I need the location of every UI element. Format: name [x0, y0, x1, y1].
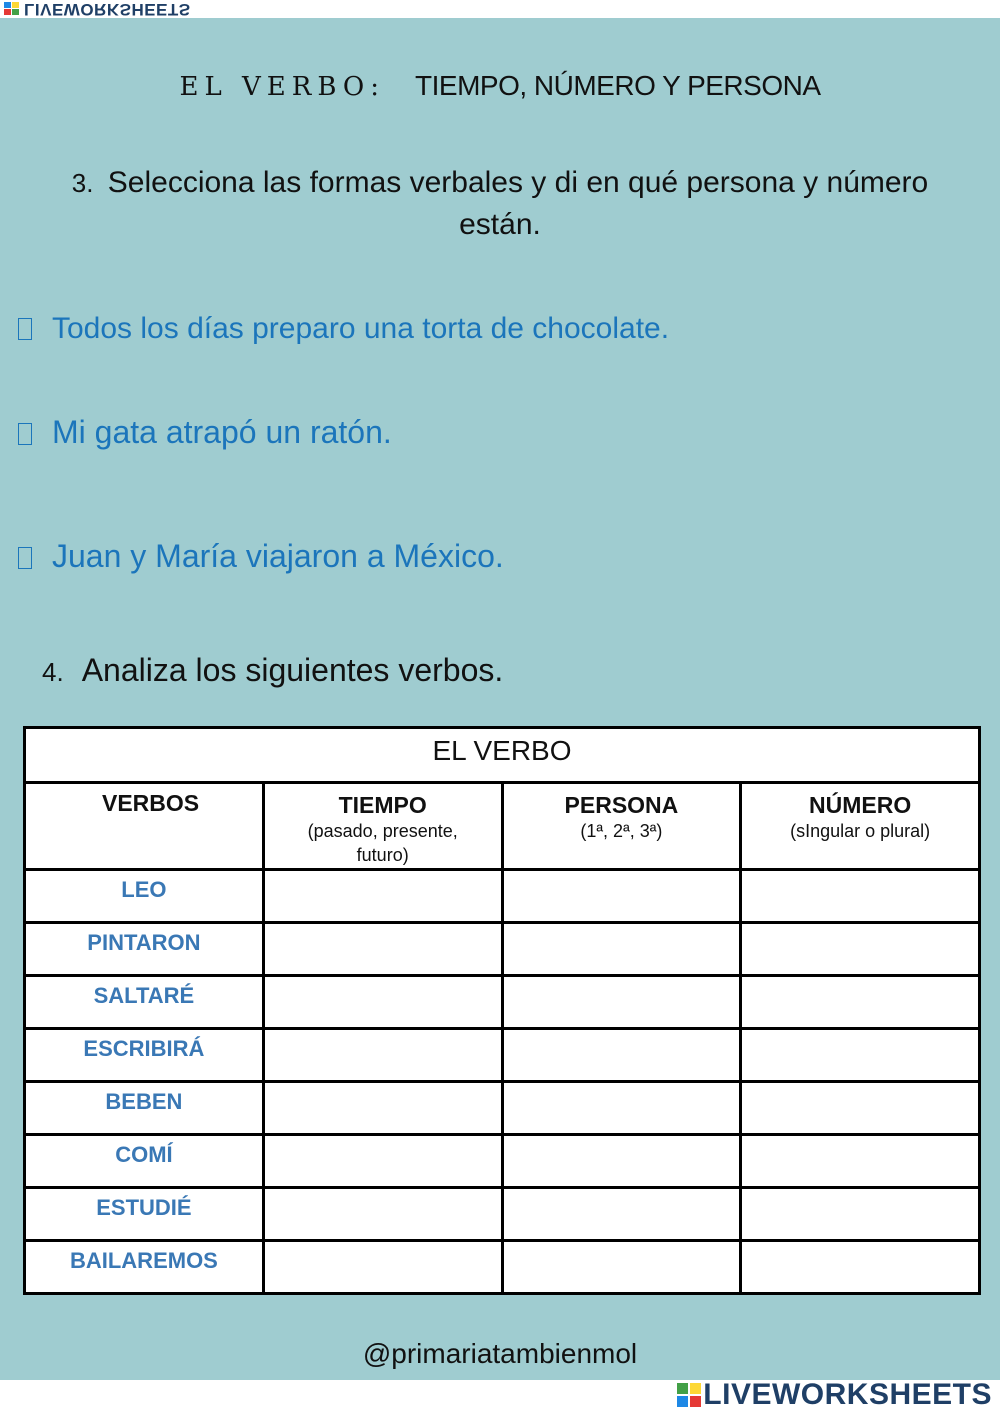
numero-input-cell[interactable] [741, 870, 980, 923]
persona-input-cell[interactable] [502, 1082, 741, 1135]
persona-input-cell[interactable] [502, 1188, 741, 1241]
tiempo-input-cell[interactable] [263, 1082, 502, 1135]
table-row [25, 1029, 980, 1082]
column-header-verbos: VERBOS [25, 783, 264, 870]
numero-input-cell[interactable] [741, 976, 980, 1029]
persona-input-cell[interactable] [502, 923, 741, 976]
question-3 [40, 162, 960, 246]
liveworksheets-logo-icon [4, 1, 20, 15]
table-row [25, 870, 980, 923]
question-4-number: 4. [42, 657, 64, 687]
persona-input-cell[interactable] [502, 1241, 741, 1294]
table-row [25, 923, 980, 976]
column-header-numero: NÚMERO (sIngular o plural) [741, 783, 980, 870]
verb-cell: ESTUDIÉ [25, 1188, 264, 1241]
verb-cell: COMÍ [25, 1135, 264, 1188]
sentence-1-text[interactable]: Todos los días preparo una torta de chocolate. [52, 312, 670, 345]
tiempo-input-cell[interactable] [263, 870, 502, 923]
checkbox-icon [18, 318, 32, 340]
verb-cell: LEO [25, 870, 264, 923]
numero-input-cell[interactable] [741, 1188, 980, 1241]
column-header-tiempo: TIEMPO (pasado, presente, futuro) [263, 783, 502, 870]
verb-cell: SALTARÉ [25, 976, 264, 1029]
persona-input-cell[interactable] [502, 1135, 741, 1188]
title-rest: TIEMPO, NÚMERO Y PERSONA [415, 70, 821, 101]
tiempo-input-cell[interactable] [263, 1188, 502, 1241]
question-4-text: Analiza los siguientes verbos. [81, 652, 504, 688]
tiempo-input-cell[interactable] [263, 923, 502, 976]
verb-cell: BEBEN [25, 1082, 264, 1135]
numero-input-cell[interactable] [741, 1135, 980, 1188]
table-title: EL VERBO [25, 728, 980, 783]
numero-input-cell[interactable] [741, 1241, 980, 1294]
table-row [25, 976, 980, 1029]
table-row [25, 1082, 980, 1135]
persona-input-cell[interactable] [502, 870, 741, 923]
numero-input-cell[interactable] [741, 1082, 980, 1135]
persona-input-cell[interactable] [502, 1029, 741, 1082]
author-handle: @primariatambienmol [362, 1338, 638, 1369]
table-row [25, 1188, 980, 1241]
question-3-text: Selecciona las formas verbales y di en qué persona y número están. [107, 166, 929, 241]
bottom-brand [677, 1378, 992, 1410]
verb-cell: ESCRIBIRÁ [25, 1029, 264, 1082]
liveworksheets-logo-icon [677, 1383, 701, 1407]
page-title [0, 70, 1000, 102]
tiempo-input-cell[interactable] [263, 1241, 502, 1294]
sentence-2-text[interactable]: Mi gata atrapó un ratón. [52, 414, 392, 450]
question-3-number: 3. [71, 168, 94, 198]
checkbox-icon [18, 547, 32, 569]
verb-analysis-table [23, 726, 981, 1295]
persona-input-cell[interactable] [502, 976, 741, 1029]
numero-input-cell[interactable] [741, 1029, 980, 1082]
checkbox-icon [18, 423, 32, 445]
sentence-1[interactable] [18, 312, 669, 346]
table-row [25, 1241, 980, 1294]
sentence-3-text[interactable]: Juan y María viajaron a México. [52, 538, 504, 574]
tiempo-input-cell[interactable] [263, 1029, 502, 1082]
question-4 [42, 652, 503, 689]
column-header-persona: PERSONA (1ª, 2ª, 3ª) [502, 783, 741, 870]
bottom-brand-text: LIVEWORKSHEETS [703, 1378, 992, 1411]
numero-input-cell[interactable] [741, 923, 980, 976]
top-brand-mirrored [0, 0, 240, 18]
sentence-2[interactable] [18, 414, 392, 451]
top-brand-text: LIVEWORKSHEETS [24, 0, 191, 19]
tiempo-input-cell[interactable] [263, 1135, 502, 1188]
sentence-3[interactable] [18, 538, 504, 575]
verb-cell: PINTARON [25, 923, 264, 976]
verb-cell: BAILAREMOS [25, 1241, 264, 1294]
table-row [25, 1135, 980, 1188]
tiempo-input-cell[interactable] [263, 976, 502, 1029]
title-lead: EL VERBO: [179, 72, 386, 102]
